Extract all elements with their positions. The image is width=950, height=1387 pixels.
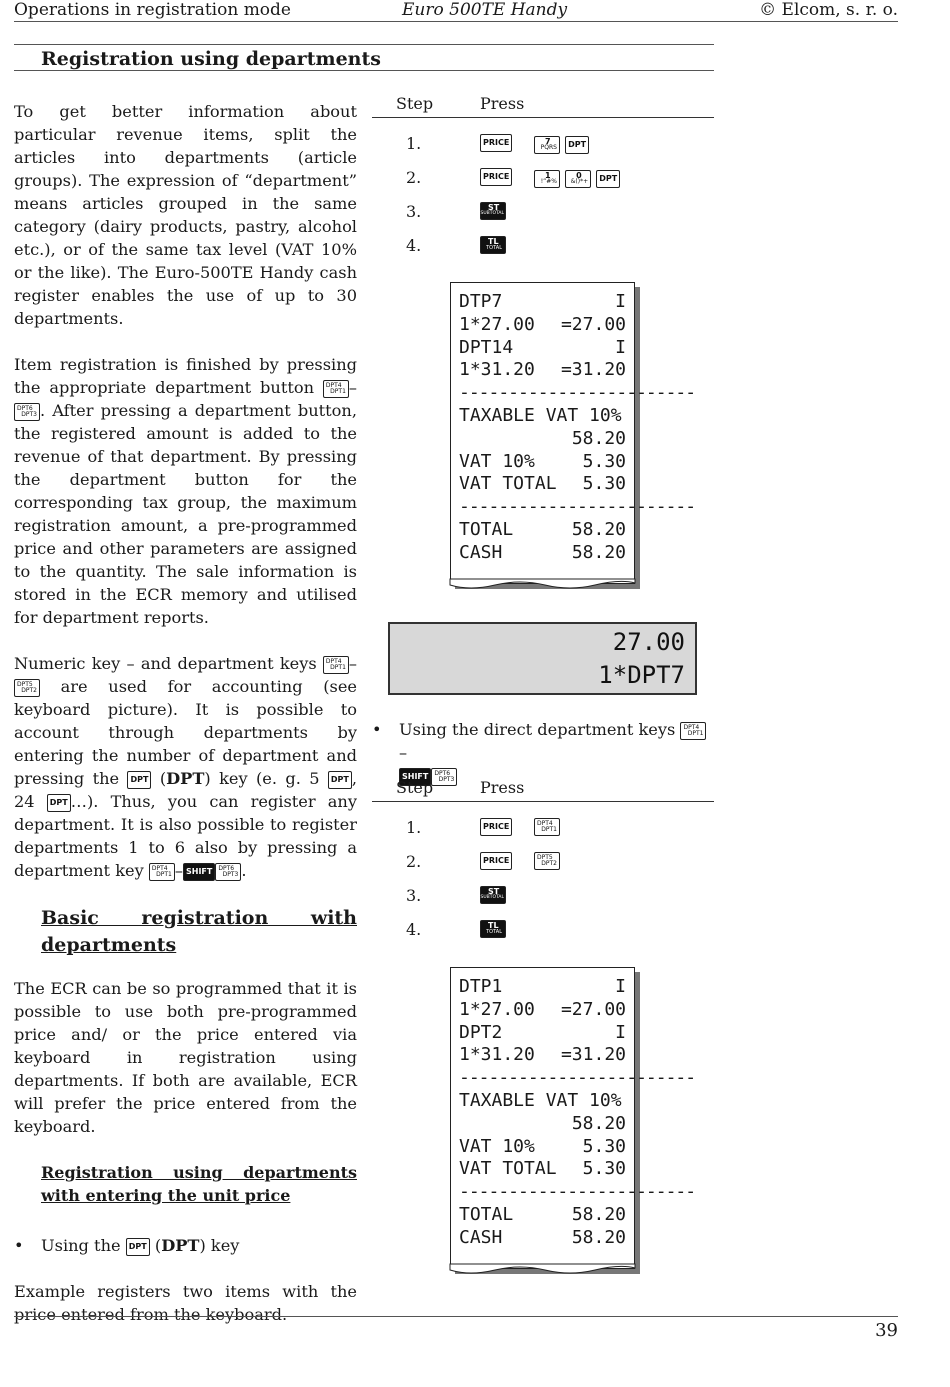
receipt-divider: ------------------------ xyxy=(459,496,696,518)
receipt-line: 58.20 xyxy=(571,1112,626,1134)
receipt-line: 1*31.20 =31.20 xyxy=(459,1044,626,1066)
dpt-key: DPT xyxy=(47,794,71,812)
price-key: PRICE xyxy=(480,818,512,836)
receipt-1 xyxy=(450,282,696,584)
receipt-line: 1*27.00 =27.00 xyxy=(459,998,626,1020)
step-row: 2. PRICE 1 !”#% 0 &()*+ DPT xyxy=(372,160,714,194)
receipt-line: VAT TOTAL 5.30 xyxy=(459,1158,626,1180)
receipt-line: TAXABLE VAT 10% xyxy=(459,1089,622,1111)
dpt5-dpt2-key: DPT5 DPT2 xyxy=(14,679,40,697)
receipt-line: 58.20 xyxy=(571,427,626,449)
left-column xyxy=(14,100,357,1349)
section-title: Registration using departments xyxy=(41,48,381,70)
dpt-key: DPT xyxy=(565,136,589,154)
dpt4-dpt1-key: DPT4 DPT1 xyxy=(680,722,706,740)
key-7: 7 PQRS xyxy=(534,136,560,154)
step-row: 3. ST SUBTOTAL xyxy=(406,886,504,905)
receipt-divider: ------------------------ xyxy=(459,382,696,404)
steps-table-2 xyxy=(372,778,714,946)
receipt-line: DPT2 I xyxy=(459,1021,626,1043)
header-chapter: Operations in registration mode xyxy=(14,0,291,20)
receipt-divider: ------------------------ xyxy=(459,1067,696,1089)
key-sequence xyxy=(534,134,589,154)
step-row: 4. TL TOTAL xyxy=(372,912,714,946)
receipt-2 xyxy=(450,967,696,1269)
subtotal-key: ST SUBTOTAL xyxy=(480,202,506,220)
shift-key: SHIFT xyxy=(183,863,215,881)
paragraph-programming: The ECR can be so programmed that it is possible to use both pre-programmed price and/ or the price entered via keyboard in registration using departments. If both are available, ECR will prefer the price entered from the keyboard. xyxy=(14,979,357,1136)
key-1: 1 !”#% xyxy=(534,170,560,188)
subheading-basic-registration: Basic registration with departments xyxy=(41,907,357,956)
step-row: 4. TL TOTAL xyxy=(372,228,714,262)
total-key: TL TOTAL xyxy=(480,236,506,254)
dpt4-dpt1-key: DPT4 DPT1 xyxy=(323,656,349,674)
step-column-header: Step xyxy=(396,778,434,797)
key-0: 0 &()*+ xyxy=(565,170,591,188)
paragraph-item-registration: Item registration is finished by pressing the appropriate department button DPT4 DPT1 – DPT6 DPT3 . After pressing a department button, the registered amount is added to the revenue of that department. By pressing the department button for the corresponding tax group, the maximum registration amount, a pre-programmed price and other parameters are assigned to the quantity. The sale information is stored in the ECR memory and utilised for department reports. xyxy=(14,355,357,627)
paragraph-intro: To get better information about particular revenue items, split the articles into departments (article groups). The expression of “department” means articles grouped in the same category (dairy products, pastry, alcohol etc.), or of the same tax level (VAT 10% or the like). The Euro-500TE Handy cash register enables the use of up to 30 departments. xyxy=(14,102,357,328)
receipt-line: 1*27.00 =27.00 xyxy=(459,313,626,335)
dpt6-dpt3-key: DPT6 DPT3 xyxy=(215,863,241,881)
receipt-line: CASH 58.20 xyxy=(459,1226,626,1248)
dpt5-dpt2-key: DPT5 DPT2 xyxy=(534,852,560,870)
receipt-line: CASH 58.20 xyxy=(459,541,626,563)
price-key: PRICE xyxy=(480,852,512,870)
subtotal-key: ST SUBTOTAL xyxy=(480,886,506,904)
step-row: 3. ST SUBTOTAL xyxy=(406,202,504,221)
receipt-line: TAXABLE VAT 10% xyxy=(459,404,622,426)
receipt-line: VAT TOTAL 5.30 xyxy=(459,473,626,495)
shift-key: SHIFT xyxy=(399,768,431,786)
torn-edge-icon xyxy=(450,579,635,591)
receipt-line: VAT 10% 5.30 xyxy=(459,1135,626,1157)
dpt4-dpt1-key: DPT4 DPT1 xyxy=(149,863,175,881)
receipt-line: DTP7 I xyxy=(459,291,626,312)
dpt6-dpt3-key: DPT6 DPT3 xyxy=(431,768,457,786)
dpt4-dpt1-key: DPT4 DPT1 xyxy=(323,380,349,398)
receipt-line: DTP1 I xyxy=(459,976,626,997)
bullet-direct-keys: • Using the direct department keys DPT4 DPT1 – SHIFT DPT6 DPT3 xyxy=(372,718,714,787)
header-product: Euro 500TE Handy xyxy=(402,0,568,20)
step-row: 2. PRICE DPT5 DPT2 xyxy=(372,844,714,878)
lcd-display xyxy=(388,622,697,695)
page-number: 39 xyxy=(875,1320,898,1341)
torn-edge-icon xyxy=(450,1264,635,1276)
receipt-divider: ------------------------ xyxy=(459,1181,696,1203)
dpt-key: DPT xyxy=(127,771,151,789)
price-key: PRICE xyxy=(480,168,512,186)
price-key: PRICE xyxy=(480,134,512,152)
total-key: TL TOTAL xyxy=(480,920,506,938)
running-header xyxy=(14,0,898,22)
press-column-header: Press xyxy=(480,94,525,113)
dpt-key: DPT xyxy=(328,771,352,789)
step-row: 1. PRICE DPT4 DPT1 xyxy=(372,810,714,844)
dpt6-dpt3-key: DPT6 DPT3 xyxy=(14,403,40,421)
dpt-key: DPT xyxy=(126,1238,150,1256)
press-column-header: Press xyxy=(480,778,525,797)
bullet-dpt-key: • Using the DPT (DPT) key xyxy=(14,1234,357,1257)
step-column-header: Step xyxy=(396,94,434,113)
steps-header xyxy=(372,94,714,118)
paragraph-numeric-keys: Numeric key – and department keys DPT4 DPT1 – DPT5 DPT2 are used for accounting (see keyboard picture). It is possible to account through departments by entering the number of department and pressing the DPT (DPT) key (e. g. 5 DPT , 24 DPT …). Thus, you can register any department. It is also possible to register departments 1 to 6 also by pressing a department key DPT4 DPT1 – SHIFT DPT6 DPT3 . xyxy=(14,654,357,880)
key-sequence xyxy=(534,168,620,188)
lcd-line-2: 1*DPT7 xyxy=(598,661,685,689)
steps-table-1 xyxy=(372,94,714,262)
dpt-key: DPT xyxy=(596,170,620,188)
receipt-line: 1*31.20 =31.20 xyxy=(459,359,626,381)
receipt-line: TOTAL 58.20 xyxy=(459,518,626,540)
receipt-line: VAT 10% 5.30 xyxy=(459,450,626,472)
dpt4-dpt1-key: DPT4 DPT1 xyxy=(534,818,560,836)
section-title-bar xyxy=(14,44,714,71)
paragraph-example: Example registers two items with the price entered from the keyboard. xyxy=(14,1282,357,1324)
footer-rule xyxy=(14,1316,898,1317)
header-copyright: © Elcom, s. r. o. xyxy=(759,0,898,20)
step-row: 1. PRICE 7 PQRS DPT xyxy=(372,126,714,160)
subheading-unit-price: Registration using departments with entering the unit price xyxy=(41,1163,357,1205)
lcd-line-1: 27.00 xyxy=(612,628,685,656)
receipt-line: DPT14 I xyxy=(459,336,626,358)
receipt-line: TOTAL 58.20 xyxy=(459,1203,626,1225)
steps-header xyxy=(372,778,714,802)
